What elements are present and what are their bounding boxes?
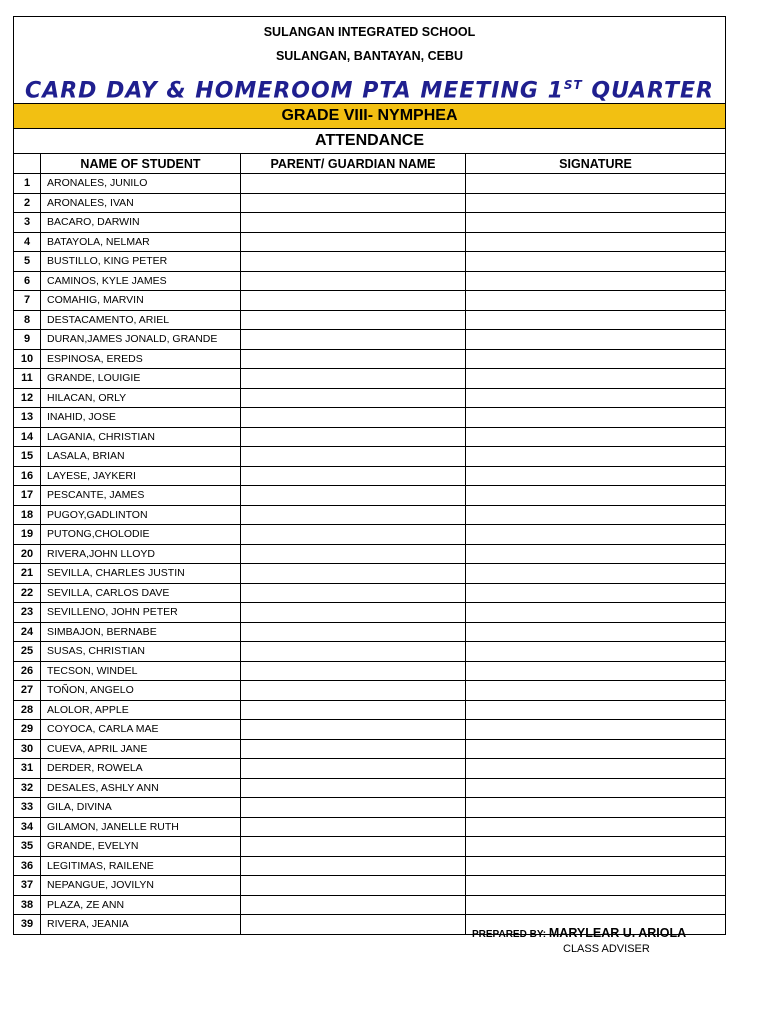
row-number: 35	[14, 837, 41, 857]
signature-cell	[466, 213, 726, 233]
parent-name-cell	[241, 330, 466, 350]
student-name-cell: RIVERA, JEANIA	[41, 915, 241, 935]
row-number: 19	[14, 525, 41, 545]
row-number: 15	[14, 447, 41, 467]
row-number: 37	[14, 876, 41, 896]
student-name-cell: TECSON, WINDEL	[41, 661, 241, 681]
parent-name-cell	[241, 174, 466, 194]
row-number: 30	[14, 739, 41, 759]
table-row	[14, 837, 726, 857]
student-name-cell: SEVILLA, CARLOS DAVE	[41, 583, 241, 603]
parent-name-cell	[241, 817, 466, 837]
table-row	[14, 291, 726, 311]
table-row	[14, 876, 726, 896]
attendance-rows	[14, 174, 726, 935]
row-number: 8	[14, 310, 41, 330]
title-superscript: ST	[563, 78, 583, 92]
student-name-cell: PUTONG,CHOLODIE	[41, 525, 241, 545]
student-name-cell: DESTACAMENTO, ARIEL	[41, 310, 241, 330]
student-name-cell: DURAN,JAMES JONALD, GRANDE	[41, 330, 241, 350]
student-name-cell: SIMBAJON, BERNABE	[41, 622, 241, 642]
table-row	[14, 603, 726, 623]
parent-name-cell	[241, 427, 466, 447]
grade-section-banner: GRADE VIII- NYMPHEA	[14, 103, 725, 129]
row-number: 11	[14, 369, 41, 389]
row-number: 10	[14, 349, 41, 369]
signature-cell	[466, 427, 726, 447]
school-name: SULANGAN INTEGRATED SCHOOL	[263, 25, 476, 39]
table-row	[14, 310, 726, 330]
table-row	[14, 661, 726, 681]
row-number: 20	[14, 544, 41, 564]
student-name-cell: DERDER, ROWELA	[41, 759, 241, 779]
row-number: 18	[14, 505, 41, 525]
student-name-cell: GRANDE, LOUIGIE	[41, 369, 241, 389]
parent-name-cell	[241, 876, 466, 896]
signature-cell	[466, 193, 726, 213]
signature-cell	[466, 603, 726, 623]
parent-name-cell	[241, 720, 466, 740]
table-row	[14, 681, 726, 701]
parent-name-cell	[241, 271, 466, 291]
student-name-cell: ESPINOSA, EREDS	[41, 349, 241, 369]
student-name-cell: NEPANGUE, JOVILYN	[41, 876, 241, 896]
student-name-cell: LAYESE, JAYKERI	[41, 466, 241, 486]
parent-name-cell	[241, 778, 466, 798]
page-title	[14, 65, 725, 103]
row-number: 9	[14, 330, 41, 350]
parent-name-cell	[241, 505, 466, 525]
table-row	[14, 466, 726, 486]
parent-name-cell	[241, 700, 466, 720]
table-row	[14, 486, 726, 506]
row-number: 38	[14, 895, 41, 915]
signature-cell	[466, 174, 726, 194]
parent-name-cell	[241, 583, 466, 603]
row-number: 3	[14, 213, 41, 233]
parent-name-cell	[241, 486, 466, 506]
row-number: 27	[14, 681, 41, 701]
parent-name-cell	[241, 252, 466, 272]
row-number: 31	[14, 759, 41, 779]
parent-name-cell	[241, 603, 466, 623]
row-number: 14	[14, 427, 41, 447]
signature-cell	[466, 330, 726, 350]
student-name-cell: COYOCA, CARLA MAE	[41, 720, 241, 740]
signature-cell	[466, 661, 726, 681]
signature-cell	[466, 408, 726, 428]
row-number: 25	[14, 642, 41, 662]
parent-name-cell	[241, 310, 466, 330]
signature-cell	[466, 681, 726, 701]
signature-cell	[466, 291, 726, 311]
prepared-by-line	[472, 926, 686, 940]
table-row	[14, 583, 726, 603]
parent-name-cell	[241, 564, 466, 584]
sheet-header	[13, 16, 726, 153]
signature-cell	[466, 739, 726, 759]
signature-cell	[466, 564, 726, 584]
signature-cell	[466, 447, 726, 467]
attendance-table	[13, 153, 726, 935]
title-end: QUARTER	[582, 78, 714, 104]
signature-cell	[466, 310, 726, 330]
parent-name-cell	[241, 856, 466, 876]
signature-cell	[466, 486, 726, 506]
table-row	[14, 213, 726, 233]
parent-name-cell	[241, 232, 466, 252]
student-name-cell: INAHID, JOSE	[41, 408, 241, 428]
table-row	[14, 525, 726, 545]
student-name-cell: SUSAS, CHRISTIAN	[41, 642, 241, 662]
table-row	[14, 739, 726, 759]
row-number: 32	[14, 778, 41, 798]
table-row	[14, 427, 726, 447]
table-row	[14, 642, 726, 662]
row-number: 34	[14, 817, 41, 837]
row-number: 1	[14, 174, 41, 194]
table-row	[14, 232, 726, 252]
row-number: 16	[14, 466, 41, 486]
row-number: 28	[14, 700, 41, 720]
parent-name-cell	[241, 642, 466, 662]
table-row	[14, 564, 726, 584]
table-row	[14, 622, 726, 642]
row-number: 13	[14, 408, 41, 428]
row-number: 4	[14, 232, 41, 252]
student-name-column-header: NAME OF STUDENT	[41, 154, 241, 174]
signature-cell	[466, 876, 726, 896]
signature-cell	[466, 525, 726, 545]
student-name-cell: ARONALES, IVAN	[41, 193, 241, 213]
signature-cell	[466, 232, 726, 252]
student-name-cell: COMAHIG, MARVIN	[41, 291, 241, 311]
signature-cell	[466, 252, 726, 272]
number-column-header	[14, 154, 41, 174]
row-number: 33	[14, 798, 41, 818]
parent-name-cell	[241, 388, 466, 408]
attendance-heading: ATTENDANCE	[314, 132, 425, 149]
signature-column-header: SIGNATURE	[466, 154, 726, 174]
signature-cell	[466, 759, 726, 779]
student-name-cell: LEGITIMAS, RAILENE	[41, 856, 241, 876]
school-address: SULANGAN, BANTAYAN, CEBU	[275, 49, 464, 63]
table-row	[14, 252, 726, 272]
parent-name-cell	[241, 408, 466, 428]
table-row	[14, 778, 726, 798]
table-row	[14, 271, 726, 291]
parent-name-cell	[241, 915, 466, 935]
row-number: 2	[14, 193, 41, 213]
table-row	[14, 856, 726, 876]
row-number: 26	[14, 661, 41, 681]
student-name-cell: BUSTILLO, KING PETER	[41, 252, 241, 272]
signature-cell	[466, 369, 726, 389]
row-number: 23	[14, 603, 41, 623]
table-row	[14, 330, 726, 350]
table-header-row	[14, 154, 726, 174]
parent-name-cell	[241, 369, 466, 389]
parent-name-cell	[241, 895, 466, 915]
student-name-cell: SEVILLENO, JOHN PETER	[41, 603, 241, 623]
parent-name-cell	[241, 447, 466, 467]
signature-cell	[466, 817, 726, 837]
signature-cell	[466, 837, 726, 857]
student-name-cell: BATAYOLA, NELMAR	[41, 232, 241, 252]
row-number: 17	[14, 486, 41, 506]
row-number: 29	[14, 720, 41, 740]
parent-name-cell	[241, 837, 466, 857]
parent-name-cell	[241, 681, 466, 701]
parent-name-cell	[241, 525, 466, 545]
parent-name-cell	[241, 759, 466, 779]
table-row	[14, 817, 726, 837]
student-name-cell: TOÑON, ANGELO	[41, 681, 241, 701]
student-name-cell: GRANDE, EVELYN	[41, 837, 241, 857]
student-name-cell: GILA, DIVINA	[41, 798, 241, 818]
adviser-name: MARYLEAR U. ARIOLA	[548, 926, 687, 940]
student-name-cell: BACARO, DARWIN	[41, 213, 241, 233]
signature-cell	[466, 642, 726, 662]
signature-cell	[466, 778, 726, 798]
parent-name-cell	[241, 739, 466, 759]
table-row	[14, 505, 726, 525]
parent-name-cell	[241, 661, 466, 681]
signature-cell	[466, 856, 726, 876]
signature-cell	[466, 271, 726, 291]
signature-cell	[466, 544, 726, 564]
student-name-cell: LAGANIA, CHRISTIAN	[41, 427, 241, 447]
student-name-cell: DESALES, ASHLY ANN	[41, 778, 241, 798]
signature-cell	[466, 622, 726, 642]
parent-name-cell	[241, 622, 466, 642]
row-number: 12	[14, 388, 41, 408]
student-name-cell: PUGOY,GADLINTON	[41, 505, 241, 525]
signature-cell	[466, 349, 726, 369]
student-name-cell: HILACAN, ORLY	[41, 388, 241, 408]
student-name-cell: GILAMON, JANELLE RUTH	[41, 817, 241, 837]
row-number: 39	[14, 915, 41, 935]
table-row	[14, 895, 726, 915]
attendance-sheet	[13, 16, 725, 935]
student-name-cell: ALOLOR, APPLE	[41, 700, 241, 720]
row-number: 5	[14, 252, 41, 272]
parent-name-column-header: PARENT/ GUARDIAN NAME	[241, 154, 466, 174]
table-row	[14, 544, 726, 564]
signature-cell	[466, 798, 726, 818]
table-row	[14, 369, 726, 389]
signature-cell	[466, 700, 726, 720]
table-row	[14, 700, 726, 720]
parent-name-cell	[241, 544, 466, 564]
student-name-cell: CUEVA, APRIL JANE	[41, 739, 241, 759]
signature-cell	[466, 720, 726, 740]
parent-name-cell	[241, 798, 466, 818]
parent-name-cell	[241, 193, 466, 213]
parent-name-cell	[241, 349, 466, 369]
signature-cell	[466, 583, 726, 603]
parent-name-cell	[241, 213, 466, 233]
student-name-cell: SEVILLA, CHARLES JUSTIN	[41, 564, 241, 584]
row-number: 6	[14, 271, 41, 291]
row-number: 36	[14, 856, 41, 876]
student-name-cell: CAMINOS, KYLE JAMES	[41, 271, 241, 291]
student-name-cell: PESCANTE, JAMES	[41, 486, 241, 506]
parent-name-cell	[241, 291, 466, 311]
student-name-cell: ARONALES, JUNILO	[41, 174, 241, 194]
table-row	[14, 759, 726, 779]
table-row	[14, 193, 726, 213]
row-number: 7	[14, 291, 41, 311]
student-name-cell: PLAZA, ZE ANN	[41, 895, 241, 915]
signature-cell	[466, 895, 726, 915]
table-row	[14, 798, 726, 818]
title-main: CARD DAY & HOMEROOM PTA MEETING 1	[25, 78, 564, 104]
prepared-by-label: PREPARED BY:	[472, 929, 547, 940]
table-row	[14, 174, 726, 194]
table-row	[14, 408, 726, 428]
row-number: 21	[14, 564, 41, 584]
signature-cell	[466, 505, 726, 525]
row-number: 22	[14, 583, 41, 603]
signature-cell	[466, 388, 726, 408]
student-name-cell: RIVERA,JOHN LLOYD	[41, 544, 241, 564]
adviser-role: CLASS ADVISER	[563, 943, 650, 955]
signature-cell	[466, 466, 726, 486]
student-name-cell: LASALA, BRIAN	[41, 447, 241, 467]
row-number: 24	[14, 622, 41, 642]
table-row	[14, 349, 726, 369]
parent-name-cell	[241, 466, 466, 486]
table-row	[14, 388, 726, 408]
table-row	[14, 720, 726, 740]
table-row	[14, 447, 726, 467]
